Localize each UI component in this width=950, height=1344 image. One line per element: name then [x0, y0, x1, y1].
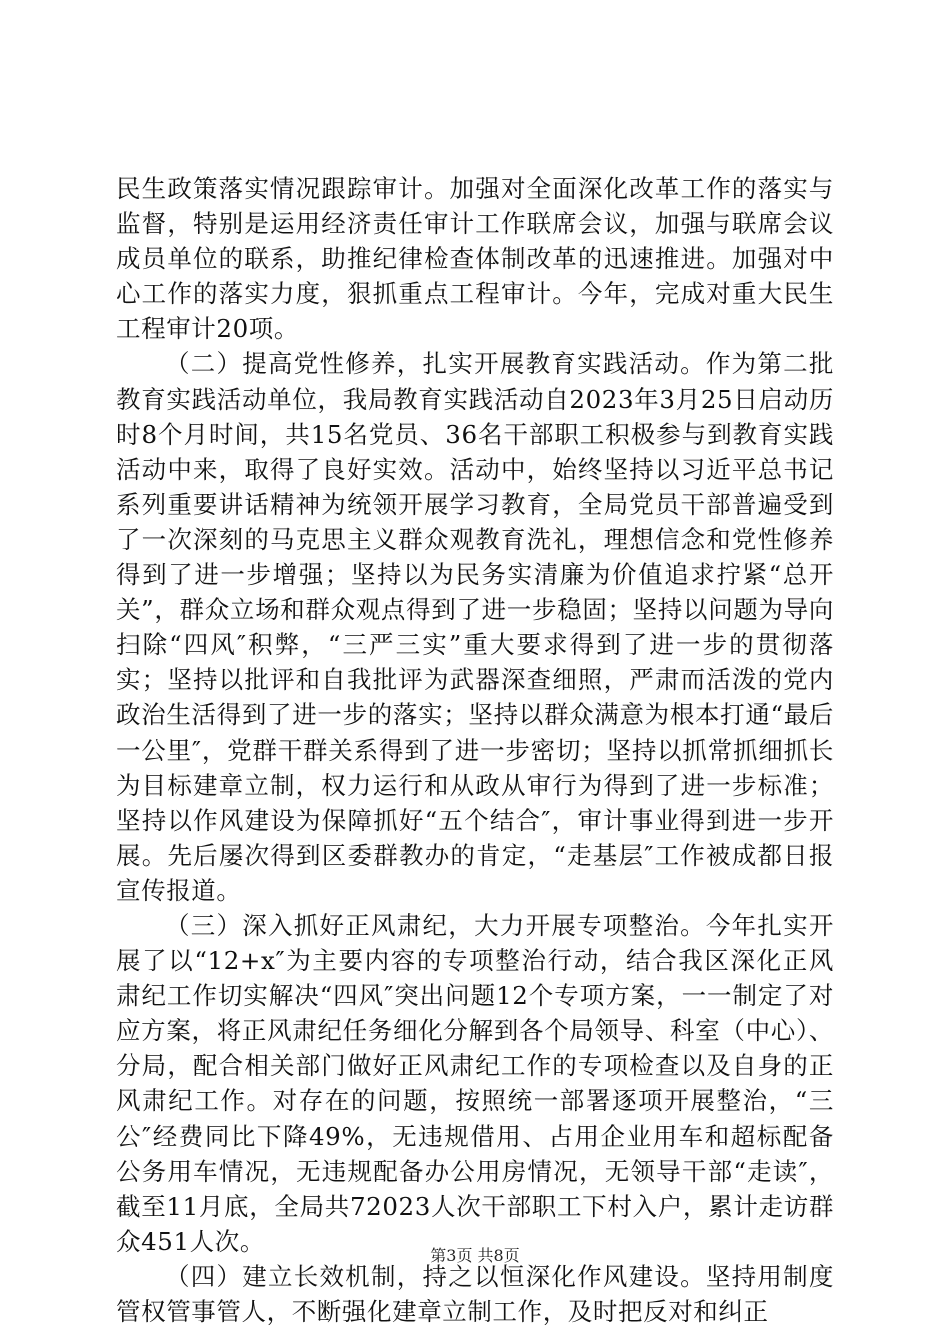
page-footer [0, 1245, 950, 1267]
page-number-label: 第3页 共8页 [430, 1246, 520, 1265]
paragraph-3-discipline-rectification: （三）深入抓好正风肃纪，大力开展专项整治。今年扎实开展了以“12+x″为主要内容的专项整治行动，结合我区深化正风肃纪工作切实解决“四风″突出问题12个专项方案，一一制定了对应方案，将正风肃纪任务细化分解到各个局领导、科室（中心）、分局，配合相关部门做好正风肃纪工作的专项检查以及自身的正风肃纪工作。对存在的问题，按照统一部署逐项开展整治，“三公″经费同比下降49%，无违规借用、占用企业用车和超标配备公务用车情况，无违规配备办公用房情况，无领导干部“走读″，截至11月底，全局共72023人次干部职工下村入户，累计走访群众451人次。 [116, 910, 834, 1256]
paragraph-2-education-practice: （二）提高党性修养，扎实开展教育实践活动。作为第二批教育实践活动单位，我局教育实践活动自2023年3月25日启动历时8个月时间，共15名党员、36名干部职工积极参与到教育实践活动中来，取得了良好实效。活动中，始终坚持以习近平总书记系列重要讲话精神为统领开展学习教育，全局党员干部普遍受到了一次深刻的马克思主义群众观教育洗礼，理想信念和党性修养得到了进一步增强；坚持以为民务实清廉为价值追求拧紧“总开关”，群众立场和群众观点得到了进一步稳固；坚持以问题为导向扫除“四风″积弊，“三严三实”重大要求得到了进一步的贯彻落实；坚持以批评和自我批评为武器深查细照，严肃而活泼的党内政治生活得到了进一步的落实；坚持以群众满意为根本打通“最后一公里″，党群干群关系得到了进一步密切；坚持以抓常抓细抓长为目标建章立制，权力运行和从政从审行为得到了进一步标准；坚持以作风建设为保障抓好“五个结合″，审计事业得到进一步开展。先后屡次得到区委群教办的肯定，“走基层″工作被成都日报宣传报道。 [116, 349, 834, 905]
paragraph-4-long-term-mechanism: （四）建立长效机制，持之以恒深化作风建设。坚持用制度管权管事管人，不断强化建章立制工作，及时把反对和纠正 [116, 1261, 834, 1326]
document-body [116, 171, 834, 1329]
paragraph-1-continuation: 民生政策落实情况跟踪审计。加强对全面深化改革工作的落实与监督，特别是运用经济责任审计工作联席会议，加强与联席会议成员单位的联系，助推纪律检查体制改革的迅速推进。加强对中心工作的落实力度，狠抓重点工程审计。今年，完成对重大民生工程审计20项。 [116, 174, 834, 344]
